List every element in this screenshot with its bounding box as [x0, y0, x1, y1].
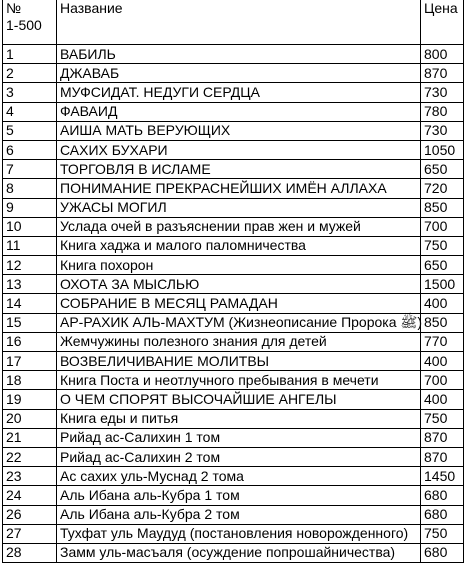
row-number-cell: 3 — [3, 83, 57, 102]
column-header-number — [3, 0, 57, 45]
price-cell: 1050 — [421, 140, 464, 159]
book-title-cell: Книга Поста и неотлучного пребывания в мечети — [57, 371, 421, 390]
price-cell: 850 — [421, 313, 464, 332]
table-row — [3, 332, 464, 351]
row-number-cell: 24 — [3, 486, 57, 505]
row-number-cell: 11 — [3, 236, 57, 255]
row-number-cell: 20 — [3, 409, 57, 428]
price-cell: 850 — [421, 198, 464, 217]
book-title-cell: СОБРАНИЕ В МЕСЯЦ РАМАДАН — [57, 294, 421, 313]
row-number-cell: 10 — [3, 217, 57, 236]
price-cell: 720 — [421, 179, 464, 198]
table-row — [3, 198, 464, 217]
table-row — [3, 352, 464, 371]
row-number-cell: 23 — [3, 467, 57, 486]
table-row — [3, 140, 464, 159]
row-number-cell: 7 — [3, 160, 57, 179]
row-number-cell: 28 — [3, 543, 57, 562]
price-cell: 680 — [421, 486, 464, 505]
table-row — [3, 447, 464, 466]
row-number-cell: 26 — [3, 505, 57, 524]
price-cell: 870 — [421, 447, 464, 466]
book-title-cell: Рийад ас-Салихин 1 том — [57, 428, 421, 447]
row-number-cell: 2 — [3, 64, 57, 83]
book-title-cell: Книга еды и питья — [57, 409, 421, 428]
book-title-cell: Услада очей в разъяснении прав жен и мужей — [57, 217, 421, 236]
column-header-number-range: 1-500 — [6, 17, 42, 33]
table-row — [3, 294, 464, 313]
table-row — [3, 275, 464, 294]
row-number-cell: 9 — [3, 198, 57, 217]
book-title-cell: УЖАСЫ МОГИЛ — [57, 198, 421, 217]
book-title-cell: АР-РАХИК АЛЬ-МАХТУМ (Жизнеописание Пророка ﷺ) — [57, 313, 421, 332]
table-row — [3, 543, 464, 562]
book-title-cell: Аль Ибана аль-Кубра 1 том — [57, 486, 421, 505]
price-cell: 730 — [421, 83, 464, 102]
price-cell: 1500 — [421, 275, 464, 294]
price-cell: 750 — [421, 524, 464, 543]
row-number-cell: 19 — [3, 390, 57, 409]
book-title-cell: ПОНИМАНИЕ ПРЕКРАСНЕЙШИХ ИМЁН АЛЛАХА — [57, 179, 421, 198]
row-number-cell: 15 — [3, 313, 57, 332]
price-cell: 400 — [421, 294, 464, 313]
book-title-cell: О ЧЕМ СПОРЯТ ВЫСОЧАЙШИЕ АНГЕЛЫ — [57, 390, 421, 409]
table-row — [3, 486, 464, 505]
table-row — [3, 390, 464, 409]
row-number-cell: 8 — [3, 179, 57, 198]
book-title-cell: САХИХ БУХАРИ — [57, 140, 421, 159]
row-number-cell: 27 — [3, 524, 57, 543]
row-number-cell: 18 — [3, 371, 57, 390]
book-title-cell: Замм уль-масъаля (осуждение попрошайничества) — [57, 543, 421, 562]
book-title-cell: Книга хаджа и малого паломничества — [57, 236, 421, 255]
price-cell: 400 — [421, 390, 464, 409]
table-row — [3, 121, 464, 140]
row-number-cell: 4 — [3, 102, 57, 121]
table-row — [3, 45, 464, 64]
price-cell: 650 — [421, 160, 464, 179]
price-cell: 750 — [421, 236, 464, 255]
row-number-cell: 6 — [3, 140, 57, 159]
table-row — [3, 524, 464, 543]
price-cell: 700 — [421, 371, 464, 390]
book-title-cell: ОХОТА ЗА МЫСЛЬЮ — [57, 275, 421, 294]
book-title-cell: ВОЗВЕЛИЧИВАНИЕ МОЛИТВЫ — [57, 352, 421, 371]
table-row — [3, 160, 464, 179]
table-row — [3, 428, 464, 447]
book-title-cell: Рийад ас-Салихин 2 том — [57, 447, 421, 466]
table-row — [3, 467, 464, 486]
book-title-cell: ФАВАИД — [57, 102, 421, 121]
column-header-number-symbol: № — [6, 0, 22, 16]
book-title-cell: ВАБИЛЬ — [57, 45, 421, 64]
table-row — [3, 179, 464, 198]
table-row — [3, 409, 464, 428]
row-number-cell: 1 — [3, 45, 57, 64]
table-row — [3, 64, 464, 83]
table-row — [3, 217, 464, 236]
table-body — [3, 45, 464, 563]
book-title-cell: ТОРГОВЛЯ В ИСЛАМЕ — [57, 160, 421, 179]
price-cell: 800 — [421, 45, 464, 64]
row-number-cell: 14 — [3, 294, 57, 313]
book-title-cell: Ас сахих уль-Муснад 2 тома — [57, 467, 421, 486]
book-title-cell: АИША МАТЬ ВЕРУЮЩИХ — [57, 121, 421, 140]
price-cell: 770 — [421, 332, 464, 351]
price-cell: 700 — [421, 217, 464, 236]
price-cell: 870 — [421, 64, 464, 83]
table-row — [3, 505, 464, 524]
price-cell: 870 — [421, 428, 464, 447]
column-header-name: Название — [57, 0, 421, 45]
table-header-row — [3, 0, 464, 45]
price-cell: 680 — [421, 543, 464, 562]
row-number-cell: 22 — [3, 447, 57, 466]
table-row — [3, 102, 464, 121]
row-number-cell: 17 — [3, 352, 57, 371]
row-number-cell: 5 — [3, 121, 57, 140]
table-row — [3, 83, 464, 102]
row-number-cell: 13 — [3, 275, 57, 294]
price-cell: 650 — [421, 256, 464, 275]
table-row — [3, 313, 464, 332]
table-row — [3, 236, 464, 255]
column-header-price: Цена — [421, 0, 464, 45]
book-title-cell: Жемчужины полезного знания для детей — [57, 332, 421, 351]
book-title-cell: Аль Ибана аль-Кубра 2 том — [57, 505, 421, 524]
row-number-cell: 21 — [3, 428, 57, 447]
price-table — [2, 0, 464, 563]
book-title-cell: Книга похорон — [57, 256, 421, 275]
price-cell: 730 — [421, 121, 464, 140]
price-cell: 780 — [421, 102, 464, 121]
price-cell: 400 — [421, 352, 464, 371]
price-cell: 750 — [421, 409, 464, 428]
book-title-cell: ДЖАВАБ — [57, 64, 421, 83]
table-row — [3, 371, 464, 390]
book-title-cell: Тухфат уль Маудуд (постановления новорожденного) — [57, 524, 421, 543]
row-number-cell: 12 — [3, 256, 57, 275]
book-title-cell: МУФСИДАТ. НЕДУГИ СЕРДЦА — [57, 83, 421, 102]
row-number-cell: 16 — [3, 332, 57, 351]
price-cell: 680 — [421, 505, 464, 524]
price-cell: 1450 — [421, 467, 464, 486]
table-row — [3, 256, 464, 275]
